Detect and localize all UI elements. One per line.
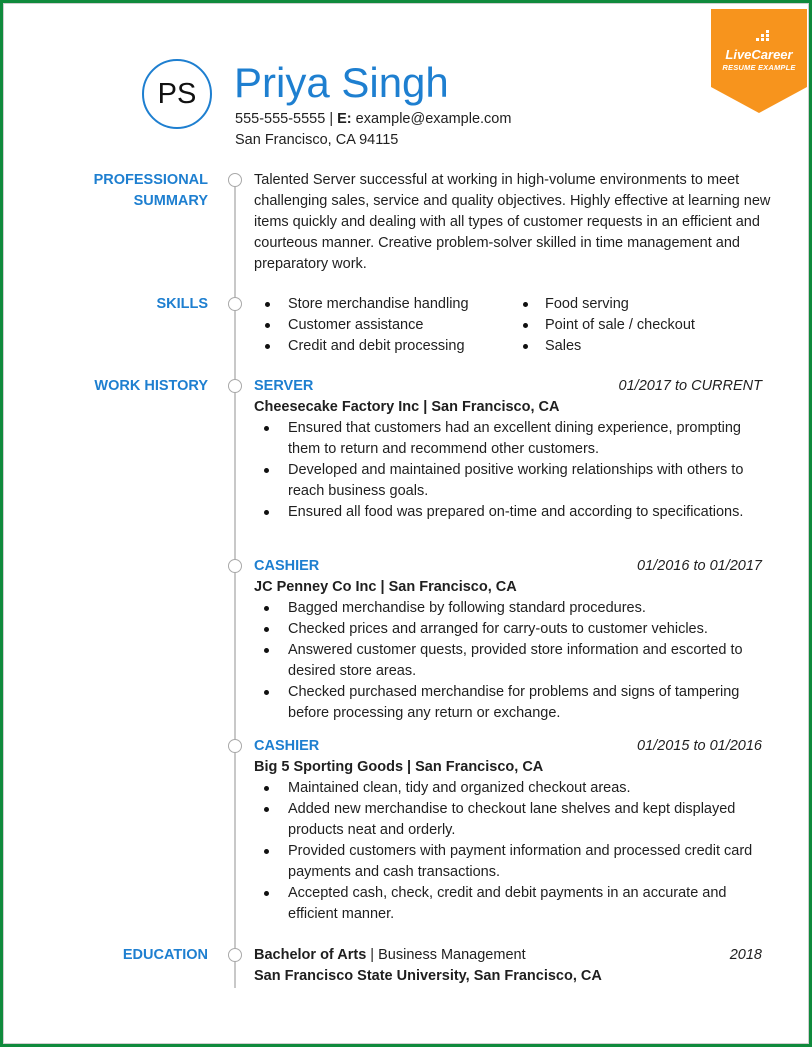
timeline-dot [228, 739, 242, 753]
list-item: Accepted cash, check, credit and debit payments in an accurate and efficient manner. [262, 883, 762, 925]
job-company: JC Penney Co Inc | San Francisco, CA [254, 579, 517, 595]
job-bullets [262, 778, 762, 925]
education-degree: Bachelor of Arts [254, 947, 367, 963]
section-title-line: PROFESSIONAL [93, 172, 208, 188]
badge-subtitle: RESUME EXAMPLE [722, 63, 796, 72]
list-item: Added new merchandise to checkout lane shelves and kept displayed products neat and orderly. [262, 799, 762, 841]
job-dates: 01/2016 to 01/2017 [637, 558, 762, 574]
timeline-dot [228, 173, 242, 187]
address: San Francisco, CA 94115 [235, 132, 399, 148]
skill-item: Point of sale / checkout [545, 317, 695, 333]
monogram-initials: PS [157, 77, 197, 110]
job-bullets [262, 418, 752, 523]
bullet-dot [523, 344, 528, 349]
list-item: Checked purchased merchandise for problems and signs of tampering before processing any return or exchange. [262, 682, 752, 724]
education-field: Business Management [378, 947, 526, 963]
bullet-dot [265, 323, 270, 328]
timeline-dot [228, 559, 242, 573]
summary-text: Talented Server successful at working in high-volume environments to meet challenging sales, service and quality objectives. Highly effective at learning new items quickly and dealing with all types of customer requests in an efficient and courteous manner. Creative problem-solver skilled in time management and preparatory work. [254, 172, 771, 272]
list-item: Answered customer quests, provided store information and escorted to desired store areas. [262, 640, 752, 682]
section-title-summary [94, 170, 208, 212]
badge-brand: LiveCareer [725, 47, 793, 62]
job-company: Cheesecake Factory Inc | San Francisco, CA [254, 399, 560, 415]
list-item: Provided customers with payment information and processed credit card payments and cash transactions. [262, 841, 762, 883]
education-degree-line [254, 945, 526, 966]
resume-page [3, 3, 809, 1044]
email-label: E: [337, 111, 352, 127]
job-bullets [262, 598, 752, 724]
job-title: CASHIER [254, 738, 320, 754]
list-item: Ensured all food was prepared on-time and according to specifications. [262, 502, 752, 523]
bar-chart-icon [756, 29, 770, 43]
job-dates: 01/2015 to 01/2016 [637, 738, 762, 754]
job-title: SERVER [254, 378, 314, 394]
timeline-dot [228, 379, 242, 393]
contact-line [235, 111, 511, 127]
skill-item: Credit and debit processing [288, 338, 465, 354]
skill-item: Customer assistance [288, 317, 424, 333]
bullet-dot [265, 302, 270, 307]
job-dates: 01/2017 to CURRENT [618, 378, 762, 394]
candidate-name: Priya Singh [234, 59, 449, 106]
bullet-dot [523, 302, 528, 307]
skill-item: Food serving [545, 296, 629, 312]
section-title-line: SUMMARY [133, 193, 208, 209]
separator: | [329, 111, 338, 127]
bullet-dot [265, 344, 270, 349]
list-item: Ensured that customers had an excellent dining experience, prompting them to return and recommend other customers. [262, 418, 752, 460]
section-title-skills: SKILLS [156, 296, 208, 312]
job-title: CASHIER [254, 558, 320, 574]
separator: | [370, 947, 375, 963]
list-item: Checked prices and arranged for carry-outs to customer vehicles. [262, 619, 752, 640]
timeline-dot [228, 297, 242, 311]
skill-item: Store merchandise handling [288, 296, 469, 312]
section-title-education: EDUCATION [122, 947, 208, 963]
bullet-dot [523, 323, 528, 328]
job-company: Big 5 Sporting Goods | San Francisco, CA [254, 759, 544, 775]
livecareer-badge[interactable] [711, 9, 807, 113]
section-title-work-history: WORK HISTORY [94, 378, 208, 394]
list-item: Bagged merchandise by following standard procedures. [262, 598, 752, 619]
list-item: Developed and maintained positive working relationships with others to reach business goals. [262, 460, 752, 502]
education-school: San Francisco State University, San Francisco, CA [254, 968, 602, 984]
education-year: 2018 [729, 947, 762, 963]
list-item: Maintained clean, tidy and organized checkout areas. [262, 778, 762, 799]
timeline-dot [228, 948, 242, 962]
monogram-avatar [142, 59, 212, 129]
skill-item: Sales [545, 338, 582, 354]
email: example@example.com [355, 111, 512, 127]
phone: 555-555-5555 [235, 111, 326, 127]
